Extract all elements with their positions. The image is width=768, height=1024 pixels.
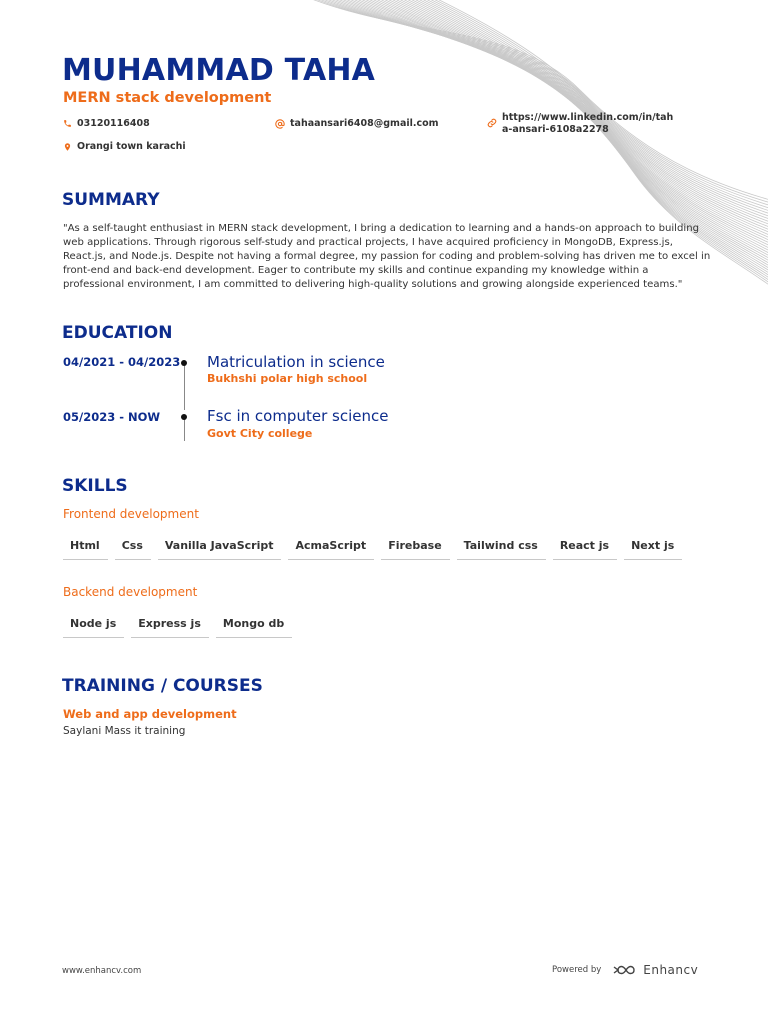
phone-icon xyxy=(63,119,72,128)
skill-tag: AcmaScript xyxy=(288,539,374,560)
contact-phone xyxy=(63,118,150,130)
skill-tag: Express js xyxy=(131,617,209,638)
skill-tags xyxy=(63,617,292,638)
contact-linkedin xyxy=(487,112,677,136)
education-dates: 05/2023 - NOW xyxy=(63,410,161,424)
skill-group-name: Frontend development xyxy=(63,507,199,521)
footer-branding xyxy=(552,963,698,977)
enhancv-logo[interactable] xyxy=(613,963,698,977)
course-name: Web and app development xyxy=(63,707,237,721)
course-provider: Saylani Mass it training xyxy=(63,725,186,737)
skill-tag: Vanilla JavaScript xyxy=(158,539,282,560)
timeline-dot xyxy=(181,414,187,420)
skill-tag: Tailwind css xyxy=(457,539,546,560)
education-heading: EDUCATION xyxy=(62,323,173,343)
skill-tag: React js xyxy=(553,539,617,560)
education-school: Bukhshi polar high school xyxy=(207,372,368,385)
location-text: Orangi town karachi xyxy=(77,141,186,152)
timeline-line xyxy=(184,418,185,441)
skill-tags xyxy=(63,539,682,560)
skill-tag: Mongo db xyxy=(216,617,292,638)
contact-location xyxy=(63,141,186,153)
skill-tag: Node js xyxy=(63,617,124,638)
at-sign-icon xyxy=(275,119,285,129)
education-dates: 04/2021 - 04/2023 xyxy=(63,355,181,369)
education-degree: Matriculation in science xyxy=(207,353,385,371)
location-pin-icon xyxy=(63,142,72,152)
timeline-line xyxy=(184,364,185,410)
wave-line xyxy=(290,0,768,210)
powered-by-label: Powered by xyxy=(552,965,602,975)
link-icon xyxy=(487,118,497,128)
summary-heading: SUMMARY xyxy=(62,190,160,210)
email-link[interactable]: tahaansari6408@gmail.com xyxy=(290,118,439,129)
contact-email xyxy=(275,118,439,130)
enhancv-logo-icon xyxy=(613,964,639,976)
timeline-dot xyxy=(181,360,187,366)
skill-tag: Html xyxy=(63,539,108,560)
training-heading: TRAINING / COURSES xyxy=(62,676,263,696)
linkedin-link[interactable]: https://www.linkedin.com/in/taha-ansari-6108a2278 xyxy=(502,112,674,135)
skill-tag: Firebase xyxy=(381,539,449,560)
candidate-name: MUHAMMAD TAHA xyxy=(62,53,376,88)
summary-text: "As a self-taught enthusiast in MERN stack development, I bring a dedication to learning and a hands-on approach to building web applications. Through rigorous self-study and practical projects, I have acquired proficiency in MongoDB, Express.js, React.js, and Node.js. Despite not having a formal degree, my passion for coding and problem-solving has driven me to excel in front-end and back-end development. Eager to contribute my skills and continue expanding my knowledge within a professional environment, I am committed to delivering high-quality solutions and growing alongside experienced teams." xyxy=(63,223,711,290)
enhancv-wordmark: Enhancv xyxy=(643,963,699,977)
skills-heading: SKILLS xyxy=(62,476,128,496)
skill-tag: Css xyxy=(115,539,151,560)
phone-number: 03120116408 xyxy=(77,118,150,129)
skill-group-name: Backend development xyxy=(63,585,198,599)
education-degree: Fsc in computer science xyxy=(207,407,389,425)
candidate-role: MERN stack development xyxy=(63,90,272,106)
education-school: Govt City college xyxy=(207,427,313,440)
skill-tag: Next js xyxy=(624,539,682,560)
footer-website-link[interactable]: www.enhancv.com xyxy=(62,966,142,976)
